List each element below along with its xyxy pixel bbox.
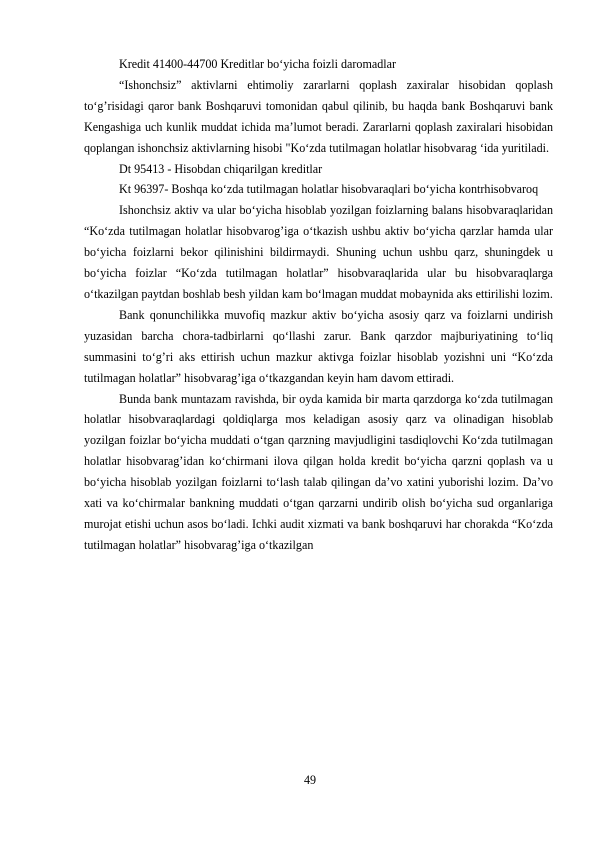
paragraph-unreliable-assets: “Ishonchsiz” aktivlarni ehtimoliy zararlarni qoplash zaxiralar hisobidan qoplash to‘g’risidagi qaror bank Boshqaruvi tomonidan qabul qilinib, bu haqda bank Boshqaruvi bank Kengashiga uch kunlik muddat ichida ma’lumot beradi. Zararlarni qoplash zaxiralari hisobidan qoplangan ishonchsiz aktivlarning hisobi "Ko‘zda tutilmagan holatlar hisobvarag ‘ida yuritiladi. xyxy=(84,77,553,155)
page-number: 49 xyxy=(303,773,317,787)
paragraph-claim-letter: Bunda bank muntazam ravishda, bir oyda kamida bir marta qarzdorga ko‘zda tutilmagan holatlar hisobvaraqlardagi qoldiqlarga mos keladigan asosiy qarz va olinadigan hisoblab yozilgan foizlar bo‘yicha muddati o‘tgan qarzning mavjudligini tasdiqlovchi Ko‘zda tutilmagan holatlar hisobvarag’idan ko‘chirmani ilova qilgan holda kredit bo‘yicha qarzni qoplash va u bo‘yicha hisoblab yozilgan foizlarni to‘lash talab qilingan da’vo xatini yuborishi lozim. Da’vo xati va ko‘chirmalar bankning muddati o‘tgan qarzarni undirib olish bo‘yicha sud organlariga murojat etishi uchun asos bo‘ladi. Ichki audit xizmati va bank boshqaruvi har chorakda “Ko‘zda tutilmagan holatlar” hisobvarag’iga o‘tkazilgan xyxy=(84,391,553,552)
paragraph-credit-entry: Kt 96397- Boshqa ko‘zda tutilmagan holatlar hisobvaraqlari bo‘yicha kontrhisobvaroq xyxy=(119,182,539,197)
paragraph-collection-measures: Bank qonunchilikka muvofiq mazkur aktiv bo‘yicha asosiy qarz va foizlarni undirish yuzasidan barcha chora-tadbirlarni qo‘llashi zarur. Bank qarzdor majburiyatining to‘liq summasini to‘g’ri aks ettirish uchun mazkur aktivga foizlar hisoblab yozishni uni “Ko‘zda tutilmagan holatlar” hisobvarag’iga o‘tkazgandan keyin ham davom ettiradi. xyxy=(84,307,553,385)
paragraph-debit-entry: Dt 95413 - Hisobdan chiqarilgan kreditlar xyxy=(119,161,323,176)
document-page xyxy=(84,54,553,556)
paragraph-transfer-note: Ishonchsiz aktiv va ular bo‘yicha hisoblab yozilgan foizlarning balans hisobvaraqlaridan “Ko‘zda tutilmagan holatlar hisobvarog’iga o‘tkazish ushbu aktiv bo‘yicha qarzlar hamda ular bo‘yicha foizlarni bekor qilinishini bildirmaydi. Shuning uchun ushbu qarz, shuningdek u bo‘yicha foizlar “Ko‘zda tutilmagan holatlar” hisobvaraqlarida ular bu hisobvaraqlarga o‘tkazilgan paytdan boshlab besh yildan kam bo‘lmagan muddat mobaynida aks ettirilishi lozim. xyxy=(84,203,553,301)
paragraph-credit-heading: Kredit 41400-44700 Kreditlar bo‘yicha foizli daromadlar xyxy=(119,57,397,71)
